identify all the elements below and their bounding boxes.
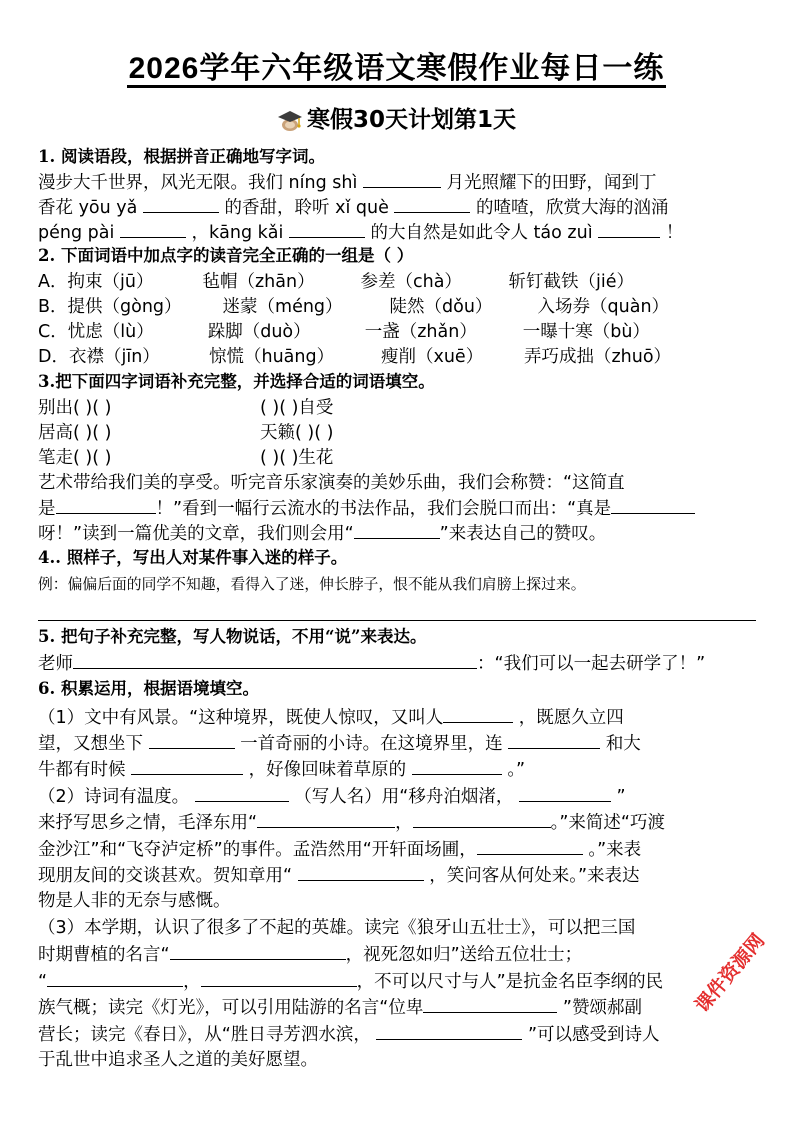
q2-option-c[interactable]: C．忧虑（lù） 跺脚（duò） 一盏（zhǎn） 一曝十寒（bù） [38, 322, 650, 342]
q3-paragraph-2: 是 ！”看到一幅行云流水的书法作品，我们会脱口而出：“真是 [38, 496, 695, 521]
q6-line-8: 物是人非的无奈与感慨。 [38, 891, 231, 911]
blank[interactable] [143, 195, 219, 213]
blank[interactable] [598, 220, 660, 238]
q6-line-7: 现朋友间的交谈甚欢。贺知章用“ ，笑问客从何处来。”来表达 [38, 863, 640, 888]
q2-option-d[interactable]: D．衣襟（jīn） 惊慌（huāng） 瘦削（xuē） 弄巧成拙（zhuō） [38, 347, 672, 367]
q6-line-10: 时期曹植的名言“ ，视死忽如归”送给五位壮士； [38, 942, 582, 967]
q5-heading: 5. 把句子补充完整，写人物说话，不用“说”来表达。 [38, 627, 427, 646]
q2-option-b[interactable]: B．提供（gòng） 迷蒙（méng） 陡然（dǒu） 入场券（quàn） [38, 297, 670, 317]
blank[interactable] [201, 969, 357, 987]
blank[interactable] [443, 705, 513, 723]
q3-row-2: 居高( )( ) 天籁( )( ) [38, 423, 334, 443]
q6-line-13: 营长；读完《春日》，从“胜日寻芳泗水滨， ”可以感受到诗人 [38, 1022, 660, 1047]
q5-sentence: 老师 ：“我们可以一起去研学了！” [38, 651, 705, 676]
blank[interactable] [413, 810, 551, 828]
q6-heading: 6. 积累运用，根据语境填空。 [38, 679, 259, 698]
q6-line-5: 来抒写思乡之情，毛泽东用“ ， 。”来简述“巧渡 [38, 810, 665, 835]
q2-heading: 2. 下面词语中加点字的读音完全正确的一组是（ ） [38, 246, 414, 265]
q6-line-9: （3）本学期，认识了很多了不起的英雄。读完《狼牙山五壮士》，可以把三国 [38, 918, 636, 938]
blank[interactable] [257, 810, 395, 828]
page-title: 2026学年六年级语文寒假作业每日一练 [0, 50, 793, 88]
q1-line-1: 漫步大千世界，风光无限。我们 níng shì 月光照耀下的田野，闻到丁 [38, 170, 657, 195]
blank[interactable] [423, 995, 557, 1013]
blank[interactable] [131, 757, 243, 775]
blank[interactable] [376, 1022, 522, 1040]
q3-row-3: 笔走( )( ) ( )( )生花 [38, 448, 334, 468]
q1-heading: 1. 阅读语段，根据拼音正确地写字词。 [38, 147, 325, 166]
q4-heading: 4.. 照样子，写出人对某件事入迷的样子。 [38, 548, 348, 567]
q3-row-1: 别出( )( ) ( )( )自受 [38, 398, 334, 418]
blank[interactable] [519, 784, 611, 802]
page-subtitle: 寒假30天计划第1天 [0, 104, 793, 136]
q2-option-a[interactable]: A．拘束（jū） 毡帽（zhān） 参差（chà） 斩钉截铁（jié） [38, 272, 634, 292]
graduation-cap-icon [277, 109, 303, 133]
blank[interactable] [289, 220, 365, 238]
blank[interactable] [73, 651, 477, 669]
q4-example: 例：偏偏后面的同学不知趣，看得入了迷，伸长脖子，恨不能从我们肩膀上探过来。 [38, 576, 586, 593]
blank[interactable] [611, 496, 695, 514]
watermark: 课件资源网 [691, 929, 769, 1017]
q6-line-1: （1）文中有风景。“这种境界，既使人惊叹，又叫人 ，既愿久立四 [38, 705, 624, 730]
q6-line-4: （2）诗词有温度。 （写人名）用“移舟泊烟渚， ” [38, 784, 626, 809]
blank[interactable] [363, 170, 441, 188]
q1-line-3: péng pài ，kāng kǎi 的大自然是如此令人 táo zuì ！ [38, 220, 683, 245]
blank[interactable] [149, 731, 235, 749]
blank[interactable] [47, 969, 183, 987]
blank[interactable] [56, 496, 156, 514]
q3-paragraph-3: 呀！”读到一篇优美的文章，我们则会用“ ”来表达自己的赞叹。 [38, 521, 606, 546]
q3-heading: 3.把下面四字词语补充完整，并选择合适的词语填空。 [38, 372, 435, 391]
blank[interactable] [508, 731, 600, 749]
q6-line-14: 于乱世中追求圣人之道的美好愿望。 [38, 1050, 318, 1070]
q6-line-11: “ ， ，不可以尺寸与人”是抗金名臣李纲的民 [38, 969, 663, 994]
q6-line-6: 金沙江”和“飞夺泸定桥”的事件。孟浩然用“开轩面场圃， 。”来表 [38, 837, 641, 862]
q6-line-12: 族气概；读完《灯光》，可以引用陆游的名言“位卑 ”赞颂郝副 [38, 995, 642, 1020]
blank[interactable] [170, 942, 346, 960]
q4-answer-line[interactable] [38, 620, 756, 621]
blank[interactable] [120, 220, 186, 238]
blank[interactable] [298, 863, 424, 881]
blank[interactable] [394, 195, 470, 213]
q3-paragraph-1: 艺术带给我们美的享受。听完音乐家演奏的美妙乐曲，我们会称赞：“这简直 [38, 473, 625, 493]
q1-line-2: 香花 yōu yǎ 的香甜，聆听 xǐ què 的喳喳，欣赏大海的汹涌 [38, 195, 669, 220]
q6-line-3: 牛都有时候 ，好像回味着草原的 。” [38, 757, 525, 782]
blank[interactable] [354, 521, 440, 539]
blank[interactable] [412, 757, 502, 775]
blank[interactable] [195, 784, 289, 802]
q6-line-2: 望，又想坐下 一首奇丽的小诗。在这境界里，连 和大 [38, 731, 641, 756]
blank[interactable] [477, 837, 583, 855]
